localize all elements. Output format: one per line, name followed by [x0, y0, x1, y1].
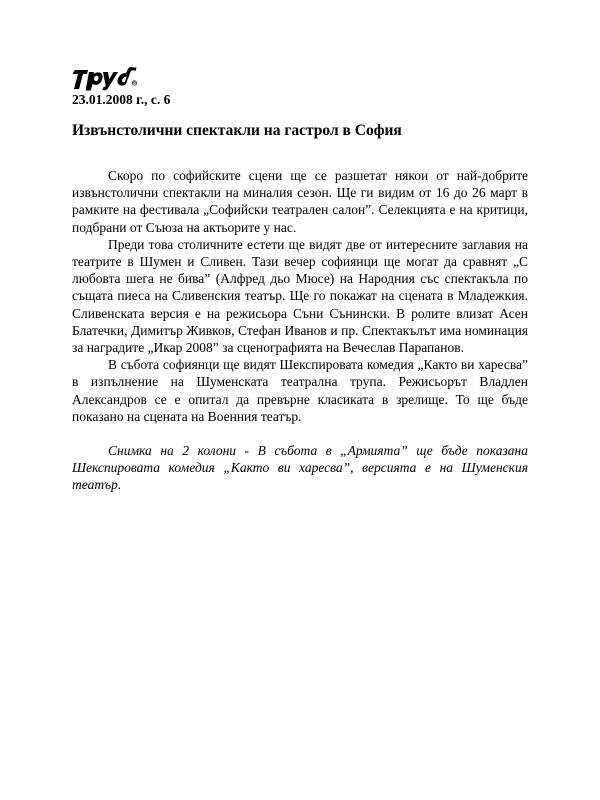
- article-body: [72, 167, 528, 494]
- article-title: Извънстолични спектакли на гастрол в София: [72, 122, 402, 139]
- photo-caption: Снимка на 2 колони - В събота в „Армията” ще бъде показана Шекспировата комедия „Както ви харесва”, версията е на Шуменския театър.: [72, 443, 528, 493]
- article-paragraph: Преди това столичните естети ще видят две от интересните заглавия на театрите в Шумен и Сливен. Тази вечер софиянци ще могат да сравнят „С любовта шега не бива” (Алфред дьо Мюсе) на Народния със спектакъла по същата пиеса на Сливенския театър. Ще го покажат на сцената в Младежкия. Сливенската версия е на режисьора Съни Сънински. В ролите влизат Асен Блатечки, Димитър Живков, Стефан Иванов и пр. Спектакълът има номинация за наградите „Икар 2008” за сценографията на Вечеслав Парапанов.: [72, 236, 528, 356]
- trud-logo: [72, 64, 138, 92]
- article-paragraph: Скоро по софийските сцени ще се разшетат някои от най-добрите извънстолични спектакли на миналия сезон. Ще ги видим от 16 до 26 март в рамките на фестивала „Софийски театрален салон”. Селекцията е на критици, подбрани от Съюза на актьорите у нас.: [72, 168, 528, 235]
- article-paragraph: В събота софиянци ще видят Шекспировата комедия „Както ви харесва” в изпълнение на Шуменската театрална трупа. Режисьорът Владлен Александров се е опитал да превърне класиката в зрелище. То ще бъде показано на сцената на Военния театър.: [72, 357, 528, 424]
- dateline: 23.01.2008 г., с. 6: [72, 92, 171, 107]
